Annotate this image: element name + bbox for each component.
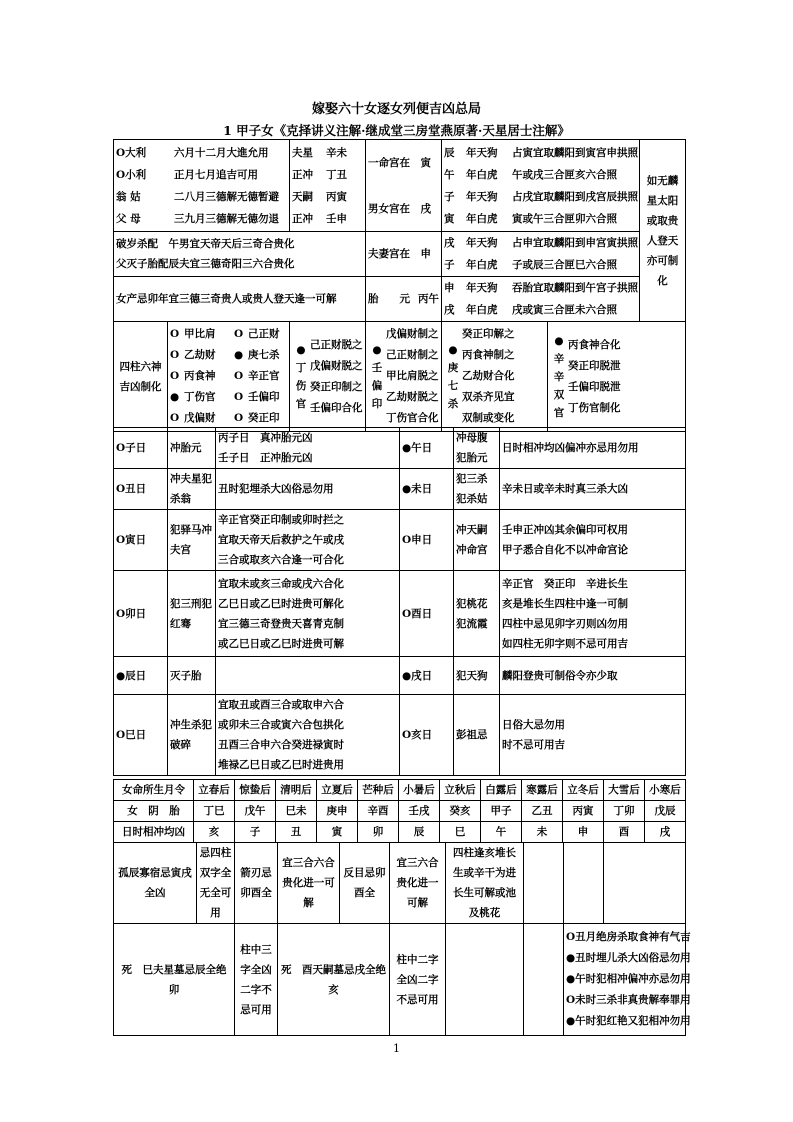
day-left-desc [216,657,400,695]
months-cell: 寅 [317,822,358,843]
header-right-branch: 子 [444,259,455,271]
day-right-line: 麟阳登贵可制俗令亦少取 [502,669,618,682]
pillar-mark: O [170,349,180,361]
pillar-group-line: 丙食神制之 [462,349,515,361]
pillars-group-2 [366,322,442,432]
header-right-year: 年白虎 [466,304,498,316]
bottom-r1-c5: 反目忌卯酉全 [340,843,390,924]
header-mid-key: 正冲 [292,212,313,225]
day-right-line: 辛正官 癸正印 辛进长生 [502,577,628,590]
months-cell: 丑 [276,822,317,843]
header-mid-key: 正冲 [292,168,313,181]
day-left-name: 犯驿马冲夫宫 [168,510,216,571]
header-mid-row [292,208,363,230]
bottom-r1-c7: 四柱逢亥堆长生或辛干为进长生可解或池及桃花 [446,843,524,924]
pillar-group-label [444,341,462,413]
day-left-name: 冲生杀犯破碎 [168,695,216,776]
pillar-group-line: 戊偏财制之 [386,328,439,340]
pillar-group-char: 辛 [553,370,565,383]
day-left-line: 或乙巳日或乙巳时进贵可解 [218,637,344,650]
day-left-line: 辛正官癸正印制或卯时拦之 [218,514,344,526]
day-left-desc [216,695,400,776]
header-right-row [444,277,637,299]
months-cell: 戊午 [235,801,276,822]
pillar-group-line: 双制或变化 [462,412,515,424]
pillar-group-char: 杀 [447,397,459,410]
bottom-r2-c2: 柱中三字全凶二字不忌可用 [235,924,278,1036]
pillar-group-line: 壬偏印合化 [310,401,363,414]
months-cell: 巳 [440,822,481,843]
day-right: O亥日 [400,695,454,776]
day-right: O酉日 [400,571,454,657]
bottom-table [113,842,691,1036]
pillars-group-3 [442,322,548,432]
header-right-desc: 吞胎宜取麟阳到午宫子拱照 [512,282,638,294]
header-right-desc: 午或戌三合匣亥六合照 [512,168,617,181]
pillar-group-line: 乙劫财合化 [462,370,515,382]
pillar-group-mark: ● [296,343,306,356]
pillar-group-lines [568,335,621,419]
months-cell: 白露后 [481,780,522,801]
header-right-desc: 占戌宜取麟阳到戌宫辰拱照 [512,190,638,203]
header-right-row [444,254,637,276]
months-cell: 癸亥 [440,801,481,822]
palace-cell-1 [366,140,442,232]
header-right-row [444,232,637,254]
header-right-branch: 申 [444,282,455,294]
header-mid-row [292,186,363,208]
pillar-stem: 癸正印 [248,412,280,424]
pillar-group-char: 伤 [295,379,307,392]
months-cell: 巳未 [276,801,317,822]
day-right-line: 甲子悉合自化不以冲命宫论 [502,544,628,556]
pillar-group-char: 庚 [447,361,459,374]
day-left: O丑日 [114,469,168,510]
pillar-group-lines [310,335,363,419]
day-left-desc [216,510,400,571]
bottom-r2-c3: 死 酉天嗣墓忌戌全绝 亥 [278,924,390,1036]
pillar-stem: 丁伤官 [184,391,216,403]
pillar-group-line: 丙食神合化 [568,338,621,351]
header-mid-value: 辛未 [326,146,347,159]
left-mid-line-3: 女产忌卯年宜三德三奇贵人或贵人登天逢一可解 [116,293,337,305]
page-number: 1 [393,1042,400,1055]
palace-1: 一命宫在 寅 [368,156,431,169]
pillar-group-char: 官 [553,406,565,419]
pillar-group-line: 壬偏印脱泄 [568,380,621,393]
day-left: O寅日 [114,510,168,571]
header-right-year: 年天狗 [466,282,498,294]
header-mid-row [292,164,363,186]
palace-cell-4 [366,277,442,322]
header-right-row [444,208,637,230]
pillar-stem: 辛正官 [248,370,280,382]
pillar-row [170,366,287,387]
header-right-desc: 寅或午三合匣卯六合照 [512,212,617,225]
bottom-r1-empty-3 [604,843,686,924]
pillar-stem: 丙食神 [184,370,216,382]
header-left-cell [114,140,290,232]
months-cell: 芒种后 [358,780,399,801]
months-row-label: 女 阴 胎 [114,801,194,822]
pillars-group-1 [290,322,366,432]
header-right-year: 年天狗 [466,146,498,159]
day-left-line: 丑酉三合申六合癸进禄寅时 [218,739,344,751]
pillar-group-line: 甲比肩脱之 [386,370,439,382]
header-right-desc: 戌或寅三合匣未六合照 [512,304,617,316]
months-cell: 戊辰 [645,801,686,822]
months-cell: 酉 [604,822,645,843]
months-cell: 立冬后 [563,780,604,801]
header-left-row [116,186,287,208]
pillar-row [170,408,287,429]
header-mid-value: 壬申 [326,212,347,225]
day-left-desc [216,571,400,657]
header-right-branch: 寅 [444,212,455,225]
header-right-desc: 子或辰三合匣巳六合照 [512,259,617,271]
pillar-group-line: 癸正印制之 [310,380,363,393]
palace-4a: 胎 元 [368,293,410,305]
header-mid-value: 丁丑 [326,168,347,181]
months-cell: 申 [563,822,604,843]
day-right-name: 冲天嗣冲命宫 [454,510,500,571]
bottom-r2-c4: 柱中二字全凶二字不忌可用 [390,924,446,1036]
day-right-name: 冲母腹犯胎元 [454,428,500,469]
left-mid-cell-3 [114,277,366,322]
header-left-key: 翁 姑 [116,190,141,203]
pillars-group-4 [548,322,686,432]
pillar-group-line: 己正财制之 [386,349,439,361]
day-left-line: 壬子日 正冲胎元凶 [218,452,313,464]
pillar-stem: 甲比肩 [184,328,216,340]
day-right: O申日 [400,510,454,571]
pillar-group-label [292,341,310,413]
pillar-stem: 乙劫财 [184,349,216,361]
months-cell: 卯 [358,822,399,843]
pillar-group-line: 己正财脱之 [310,338,363,351]
pillar-mark: ● [170,391,180,403]
bottom-r1-c2: 忌四柱双字全无全可用 [197,843,235,924]
bottom-r1-c1: 孤辰寡宿忌寅戌全凶 [114,843,197,924]
day-right-desc [500,571,686,657]
header-right-cell-2 [442,232,640,277]
months-cell: 小暑后 [399,780,440,801]
bottom-r2-c1: 死 巳夫星墓忌辰全绝 卯 [114,924,235,1036]
day-right-desc [500,695,686,776]
header-right-year: 年白虎 [466,212,498,225]
day-right: ●戌日 [400,657,454,695]
months-cell: 壬戌 [399,801,440,822]
months-cell: 立春后 [194,780,235,801]
far-right-cell [640,140,686,322]
day-right-line: 四柱中忌见卯字刃则凶勿用 [502,617,628,630]
day-left-line: 乙巳日或乙巳时进贵可解化 [218,597,344,610]
pillar-mark: O [234,391,244,403]
day-left-desc [216,469,400,510]
day-left-line: 宜三德三奇登贵天喜青克制 [218,617,344,630]
day-right: ●午日 [400,428,454,469]
day-right-desc [500,510,686,571]
months-cell: 庚申 [317,801,358,822]
pillar-mark: O [170,370,180,382]
pillar-group-char: 偏 [371,379,383,392]
months-row-label: 日时相冲均凶 [114,822,194,843]
day-left: O巳日 [114,695,168,776]
pillar-stem: 己正财 [248,328,280,340]
bottom-note: ●午时犯相冲偏冲亦忌勿用 [566,973,691,985]
pillar-stem: 庚七杀 [248,349,280,361]
pillar-stem: 戊偏财 [184,412,216,424]
left-mid-line-1: 破岁杀配 午男宜天帝天后三奇合贵化 [116,238,295,250]
pillar-group-line: 丁伤官制化 [568,401,621,414]
day-right-name: 犯桃花犯流霞 [454,571,500,657]
bottom-r2-empty-1 [446,924,524,1036]
day-left-line: 丑时犯埋杀大凶俗忌勿用 [218,483,334,495]
months-cell: 大雪后 [604,780,645,801]
months-cell: 亥 [194,822,235,843]
months-cell: 乙丑 [522,801,563,822]
pillar-stem: 壬偏印 [248,391,280,403]
header-right-desc: 占申宜取麟阳到申宫寅拱照 [512,237,638,249]
left-mid-cell [114,232,366,277]
header-right-year: 年白虎 [466,168,498,181]
day-left-line: 宜取天帝天后救护之午或戌 [218,534,344,546]
bottom-note: ●丑时埋儿杀大凶俗忌勿用 [566,952,691,964]
pillar-group-lines [462,324,515,429]
pillar-group-char: 七 [447,379,459,392]
pillar-group-line: 双杀齐见宜 [462,391,515,403]
pillar-row [170,345,287,366]
pillars-stems-cell [168,322,290,432]
pillar-mark: O [234,412,244,424]
months-cell: 辛酉 [358,801,399,822]
pillar-group-label [550,332,568,422]
pillar-group-char: 壬 [371,361,383,374]
day-right-desc [500,657,686,695]
header-left-value: 二八月三德解无德暂避 [174,190,279,203]
months-cell: 惊蛰后 [235,780,276,801]
pillar-group-mark: ● [372,343,382,356]
pillar-mark: O [170,412,180,424]
months-cell: 清明后 [276,780,317,801]
pillar-group-line: 丁伤官合化 [386,412,439,424]
header-right-branch: 辰 [444,146,455,159]
palace-4b: 丙午 [418,293,439,305]
header-right-row [444,164,637,186]
almanac-table [113,139,686,432]
pillar-mark: ● [234,349,244,361]
months-cell: 小寒后 [645,780,686,801]
header-left-value: 六月十二月大進允用 [174,146,269,159]
palace-3: 夫妻宫在 申 [368,248,431,260]
header-left-key: O大利 [116,146,147,159]
bottom-note: O未时三杀非真贵解奉罪用 [566,994,691,1006]
day-right-line: 时不忌可用吉 [502,739,565,751]
bottom-note: ●午时犯红艳又犯相冲勿用 [566,1015,691,1027]
document-title: 嫁娶六十女逐女列便吉凶总局 [311,102,481,117]
bottom-r1-c6: 宜三六合贵化进一可解 [390,843,446,924]
day-left-line: 三合或取亥六合逢一可合化 [218,554,344,566]
header-right-cell-1 [442,140,640,232]
bottom-notes-cell [564,924,691,1036]
months-cell: 子 [235,822,276,843]
header-right-branch: 戌 [444,304,455,316]
pillar-group-char: 官 [295,397,307,410]
pillar-row [170,387,287,408]
pillar-group-line: 乙劫财脱之 [386,391,439,403]
header-left-key: 父 母 [116,212,141,225]
months-cell: 辰 [399,822,440,843]
months-cell: 午 [481,822,522,843]
months-table [113,779,686,843]
header-left-value: 正月七月追吉可用 [174,168,258,181]
bottom-r1-empty-2 [564,843,604,924]
day-left-line: 或卯未三合或寅六合包拱化 [218,719,344,731]
palace-2: 男女宫在 戌 [368,202,431,215]
day-right-name: 彭祖忌 [454,695,500,776]
pillar-group-char: 丁 [295,361,307,374]
header-right-year: 年天狗 [466,237,498,249]
pillar-group-mark: ● [554,334,564,347]
day-left-name: 冲胎元 [168,428,216,469]
months-cell: 戌 [645,822,686,843]
months-cell: 丁巳 [194,801,235,822]
day-right-desc [500,428,686,469]
header-mid-key: 夫星 [292,146,313,159]
day-right-line: 辛未日或辛未时真三杀大凶 [502,483,628,495]
header-right-desc: 占寅宜取麟阳到寅宫申拱照 [512,146,638,159]
day-right-name: 犯天狗 [454,657,500,695]
day-left-name: 灭子胎 [168,657,216,695]
day-right-line: 亥是堆长生四柱中逢一可制 [502,597,628,610]
bottom-r1-empty-1 [524,843,564,924]
header-left-row [116,164,287,186]
palace-cell-3 [366,232,442,277]
months-cell: 丁卯 [604,801,645,822]
header-right-branch: 戌 [444,237,455,249]
day-left-name: 犯三刑犯红骞 [168,571,216,657]
day-right-line: 如四柱无卯字则不忌可用吉 [502,637,628,650]
pillar-group-lines [386,324,439,429]
header-mid-cell [290,140,366,232]
bottom-r1-c4: 宜三合六合贵化进一可解 [278,843,340,924]
day-right-name: 犯三杀犯杀姑 [454,469,500,510]
header-right-year: 年白虎 [466,259,498,271]
header-left-key: O小利 [116,168,147,181]
left-mid-line-2: 父灭子胎配辰夫宜三德奇阳三六合贵化 [116,258,295,270]
pillars-label: 四柱六神吉凶制化 [119,360,162,393]
months-cell: 立秋后 [440,780,481,801]
pillars-label-cell [114,322,168,432]
day-left-line: 丙子日 真冲胎元凶 [218,432,313,444]
pillar-group-char: 双 [553,388,565,401]
header-right-row [444,142,637,164]
day-left: O子日 [114,428,168,469]
bottom-note: O丑月绝房杀取食神有气吉 [566,931,691,943]
months-row-label: 女命所生月令 [114,780,194,801]
header-left-value: 三九月三德解无德勿退 [174,212,279,225]
day-left-line: 堆禄乙巳日或乙巳时进贵用 [218,759,344,771]
header-right-branch: 午 [444,168,455,181]
day-right-line: 日时相冲均凶偏冲亦忌用勿用 [502,442,639,454]
pillar-group-mark: ● [448,343,458,356]
pillar-row [170,324,287,345]
pillar-group-char: 辛 [553,352,565,365]
pillar-group-line: 癸正印解之 [462,328,515,340]
header-right-branch: 子 [444,190,455,203]
header-mid-value: 丙寅 [326,190,347,203]
day-right-line: 日俗大忌勿用 [502,719,565,731]
document-subtitle: 1 甲子女《克择讲义注解·继成堂三房堂燕原著·天星居士注解》 [223,123,570,138]
header-mid-key: 天嗣 [292,190,313,203]
day-left-desc [216,428,400,469]
months-cell: 未 [522,822,563,843]
header-left-row [116,142,287,164]
day-left-line: 宜取丑或酉三合或取申六合 [218,699,344,711]
days-table [113,427,686,776]
pillar-group-line: 戊偏财脱之 [310,359,363,372]
pillar-group-char: 印 [371,397,383,410]
pillar-mark: O [234,370,244,382]
months-cell: 甲子 [481,801,522,822]
day-left-name: 冲夫星犯杀翁 [168,469,216,510]
pillar-mark: O [170,328,180,340]
header-left-row [116,208,287,230]
day-right-line: 壬申正冲凶其余偏印可权用 [502,524,628,536]
header-right-row [444,186,637,208]
bottom-r1-c3: 箭刃忌卯酉全 [235,843,278,924]
pillar-group-label [368,341,386,413]
pillar-mark: O [234,328,244,340]
months-cell: 丙寅 [563,801,604,822]
header-right-row [444,299,637,321]
header-mid-row [292,142,363,164]
header-right-year: 年天狗 [466,190,498,203]
day-left: O卯日 [114,571,168,657]
months-cell: 立夏后 [317,780,358,801]
day-right-desc [500,469,686,510]
bottom-r2-empty-2 [524,924,564,1036]
day-right: ●未日 [400,469,454,510]
pillar-group-line: 癸正印脱泄 [568,359,621,372]
header-right-cell-3 [442,277,640,322]
day-left-line: 宜取未或亥三命或戌六合化 [218,577,344,590]
months-cell: 寒露后 [522,780,563,801]
day-left: ●辰日 [114,657,168,695]
far-right-text: 如无麟星太阳或取贵人登天亦可制化 [646,174,679,287]
